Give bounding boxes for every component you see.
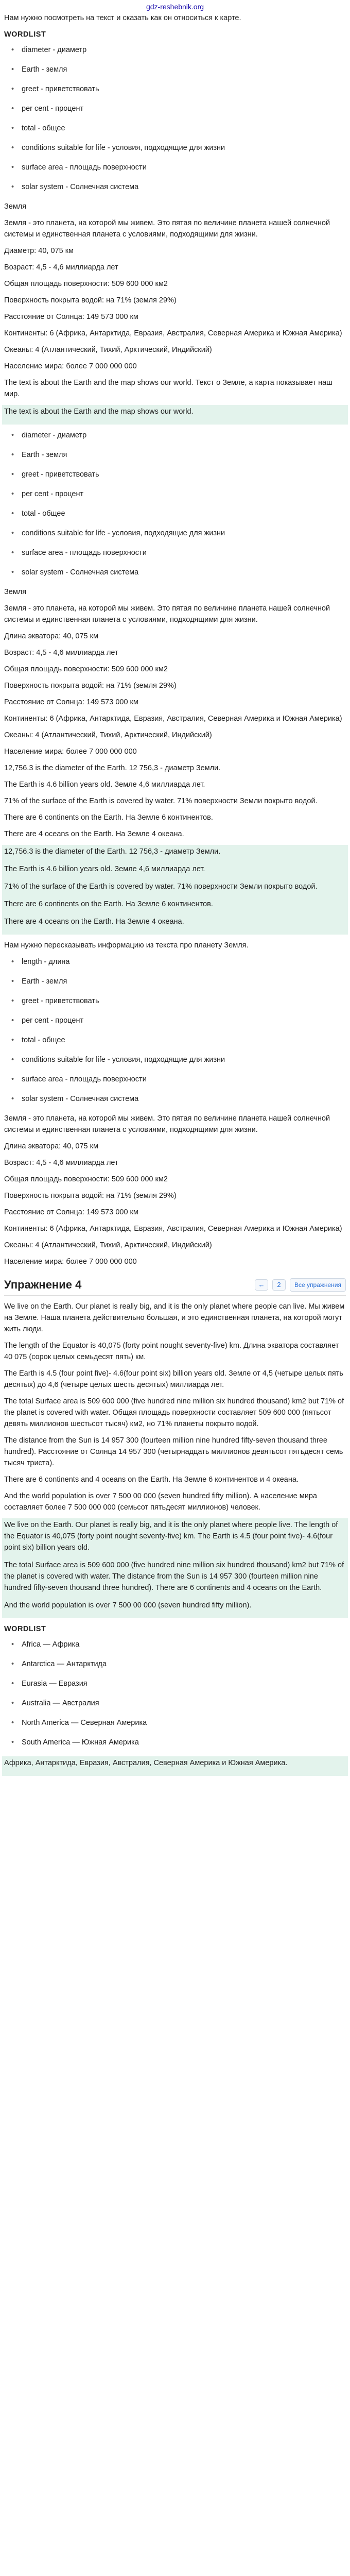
pair-line: There are 6 continents on the Earth. На Земле 6 континентов.	[4, 900, 213, 908]
list-item: • diameter - диаметр	[4, 430, 346, 441]
fact-line: Возраст: 4,5 - 4,6 миллиарда лет	[4, 263, 118, 272]
fact-line: Длина экватора: 40, 075 км	[4, 1142, 98, 1150]
ex4-paragraph: The Earth is 4.5 (four point five)- 4.6(four point six) billion years old. Земле от 4,5 (четыре целых пять десятых) до 4,6 (четыре целых шесть десятых) миллиарда лет.	[4, 1369, 343, 1389]
vocab-list-4	[4, 1639, 346, 1748]
fact-line: Население мира: более 7 000 000 000	[4, 362, 137, 370]
list-item: • conditions suitable for life - условия, подходящие для жизни	[4, 142, 346, 154]
fact-line: Земля	[4, 202, 27, 211]
list-item: • surface area - площадь поверхности	[4, 162, 346, 173]
list-item: • Antarctica — Антарктида	[4, 1658, 346, 1670]
fact-line: Население мира: более 7 000 000 000	[4, 748, 137, 756]
list-item: • per cent - процент	[4, 1015, 346, 1026]
fact-line: Океаны: 4 (Атлантический, Тихий, Арктический, Индийский)	[4, 1241, 212, 1249]
ex4-paragraph: The length of the Equator is 40,075 (forty point nought seventy-five) km. Длина экватора составляет 40 075 (сорок целых семьдесят пять) км.	[4, 1342, 339, 1361]
pair-line: 12,756.3 is the diameter of the Earth. 12 756,3 - диаметр Земли.	[4, 764, 221, 772]
fact-line: Континенты: 6 (Африка, Антарктида, Евразия, Австралия, Северная Америка и Южная Америка)	[4, 1225, 342, 1233]
intro-text: Нам нужно посмотреть на текст и сказать как он относиться к карте.	[4, 14, 241, 22]
fact-line: Общая площадь поверхности: 509 600 000 км2	[4, 1175, 168, 1183]
final-highlight-box	[2, 1756, 348, 1776]
fact-line: Длина экватора: 40, 075 км	[4, 632, 98, 640]
fact-line: Континенты: 6 (Африка, Антарктида, Евразия, Австралия, Северная Америка и Южная Америка)	[4, 329, 342, 337]
list-item: • Australia — Австралия	[4, 1698, 346, 1709]
fact-line: Поверхность покрыта водой: на 71% (земля 29%)	[4, 1192, 177, 1200]
answer-text: The text is about the Earth and the map shows our world. Текст о Земле, а карта показывает наш мир.	[4, 379, 332, 398]
retell-intro: Нам нужно пересказывать информацию из текста про планету Земля.	[4, 941, 249, 950]
pair-line: 12,756.3 is the diameter of the Earth. 12 756,3 - диаметр Земли.	[4, 848, 221, 856]
ex4-paragraph: And the world population is over 7 500 00 000 (seven hundred fifty million). А население мира составляет более 7 500 000 000 (семьсот пятьдесят миллионов) человек.	[4, 1492, 317, 1512]
ex4-highlight-box	[2, 1518, 348, 1618]
final-line: Африка, Антарктида, Евразия, Австралия, Северная Америка и Южная Америка.	[4, 1759, 288, 1767]
fact-line: Земля - это планета, на которой мы живем. Это пятая по величине планета нашей солнечной системы и единственная планета с условиями, подходящими для жизни.	[4, 604, 330, 624]
prev-exercise-button[interactable]: ←	[255, 1279, 268, 1291]
fact-line: Поверхность покрыта водой: на 71% (земля 29%)	[4, 296, 177, 304]
exercise-header	[4, 1276, 346, 1296]
pair-line: There are 4 oceans on the Earth. На Земле 4 океана.	[4, 918, 184, 926]
list-item: • per cent - процент	[4, 488, 346, 500]
next-exercise-button[interactable]: 2	[272, 1279, 286, 1291]
fact-line: Земля	[4, 588, 27, 596]
fact-line: Земля - это планета, на которой мы живем. Это пятая по величине планета нашей солнечной системы и единственная планета с условиями, подходящими для жизни.	[4, 219, 330, 239]
list-item: • surface area - площадь поверхности	[4, 1074, 346, 1085]
pairs-highlight-box	[2, 845, 348, 935]
fact-line: Общая площадь поверхности: 509 600 000 км2	[4, 665, 168, 673]
fact-line: Диаметр: 40, 075 км	[4, 247, 74, 255]
pair-line: 71% of the surface of the Earth is covered by water. 71% поверхности Земли покрыто водой.	[4, 883, 318, 891]
list-item: • greet - приветствовать	[4, 83, 346, 95]
vocab-list-2	[4, 430, 346, 578]
list-item: • per cent - процент	[4, 103, 346, 114]
pair-line: 71% of the surface of the Earth is covered by water. 71% поверхности Земли покрыто водой.	[4, 797, 318, 805]
fact-line: Возраст: 4,5 - 4,6 миллиарда лет	[4, 649, 118, 657]
pair-line: The Earth is 4.6 billion years old. Земле 4,6 миллиарда лет.	[4, 781, 205, 789]
ex4-paragraph: There are 6 continents and 4 oceans on the Earth. На Земле 6 континентов и 4 океана.	[4, 1476, 299, 1484]
fact-line: Континенты: 6 (Африка, Антарктида, Евразия, Австралия, Северная Америка и Южная Америка)	[4, 715, 342, 723]
list-item: • total - общее	[4, 123, 346, 134]
pair-line: There are 4 oceans on the Earth. На Земле 4 океана.	[4, 830, 184, 838]
fact-line: Население мира: более 7 000 000 000	[4, 1258, 137, 1266]
wordlist-heading-2: WORDLIST	[4, 1625, 46, 1633]
list-item: • total - общее	[4, 508, 346, 519]
pair-line: The Earth is 4.6 billion years old. Земле 4,6 миллиарда лет.	[4, 865, 205, 873]
list-item: • North America — Северная Америка	[4, 1717, 346, 1728]
pair-line: There are 6 continents on the Earth. На Земле 6 континентов.	[4, 814, 213, 822]
list-item: • greet - приветствовать	[4, 469, 346, 480]
list-item: • Earth - земля	[4, 976, 346, 987]
wordlist-heading: WORDLIST	[4, 30, 46, 39]
answer-highlight-box	[2, 405, 348, 425]
list-item: • Earth - земля	[4, 449, 346, 461]
list-item: • solar system - Солнечная система	[4, 567, 346, 578]
answer-highlight: The text is about the Earth and the map shows our world.	[4, 408, 194, 416]
list-item: • greet - приветствовать	[4, 995, 346, 1007]
vocab-list	[4, 44, 346, 193]
fact-line: Расстояние от Солнца: 149 573 000 км	[4, 1208, 138, 1216]
fact-line: Поверхность покрыта водой: на 71% (земля 29%)	[4, 682, 177, 690]
fact-line: Возраст: 4,5 - 4,6 миллиарда лет	[4, 1159, 118, 1167]
list-item: • conditions suitable for life - условия, подходящие для жизни	[4, 1054, 346, 1065]
vocab-list-3	[4, 956, 346, 1105]
list-item: • solar system - Солнечная система	[4, 181, 346, 193]
fact-line: Океаны: 4 (Атлантический, Тихий, Арктический, Индийский)	[4, 346, 212, 354]
list-item: • surface area - площадь поверхности	[4, 547, 346, 558]
list-item: • solar system - Солнечная система	[4, 1093, 346, 1105]
ex4-paragraph: We live on the Earth. Our planet is really big, and it is the only planet where people can live. Мы живем на Земле. Наша планета действительно большая, и это единственная планета, на которой могут жить люди.	[4, 1302, 345, 1333]
list-item: • South America — Южная Америка	[4, 1737, 346, 1748]
all-exercises-button[interactable]: Все упражнения	[290, 1278, 346, 1292]
site-top-link[interactable]	[4, 2, 346, 11]
ex4-highlight-paragraph: The total Surface area is 509 600 000 (five hundred nine million six hundred thousand) km2 but 71% of the planet is covered with water. The distance from the Sun is 14 957 300 (fourteen million nine hundred fifty-seven thousand three hundred). There are 6 continents and 4 oceans on the Earth.	[4, 1561, 344, 1592]
fact-line: Общая площадь поверхности: 509 600 000 км2	[4, 280, 168, 288]
list-item: • diameter - диаметр	[4, 44, 346, 56]
fact-line: Земля - это планета, на которой мы живем. Это пятая по величине планета нашей солнечной системы и единственная планета с условиями, подходящими для жизни.	[4, 1114, 330, 1134]
ex4-highlight-paragraph: We live on the Earth. Our planet is really big, and it is the only planet where people live. The length of the Equator is 40,075 (forty point nought seventy-five) km. The Earth is 4.5 (four point five)- 4.6(four point six) billion years old.	[4, 1521, 338, 1552]
site-link[interactable]: gdz-reshebnik.org	[146, 3, 204, 11]
fact-line: Океаны: 4 (Атлантический, Тихий, Арктический, Индийский)	[4, 731, 212, 739]
list-item: • Eurasia — Евразия	[4, 1678, 346, 1689]
ex4-highlight-paragraph: And the world population is over 7 500 00 000 (seven hundred fifty million).	[4, 1601, 252, 1609]
exercise-title: Упражнение 4	[4, 1278, 82, 1291]
list-item: • total - общее	[4, 1035, 346, 1046]
fact-line: Расстояние от Солнца: 149 573 000 км	[4, 698, 138, 706]
fact-line: Расстояние от Солнца: 149 573 000 км	[4, 313, 138, 321]
list-item: • Africa — Африка	[4, 1639, 346, 1650]
ex4-paragraph: The distance from the Sun is 14 957 300 (fourteen million nine hundred fifty-seven thousand three hundred). Расстояние от Солнца 14 957 300 (четырнадцать миллионов девятьсот пятьдесят семь тысяч триста).	[4, 1436, 343, 1467]
list-item: • length - длина	[4, 956, 346, 968]
list-item: • conditions suitable for life - условия, подходящие для жизни	[4, 528, 346, 539]
list-item: • Earth - земля	[4, 64, 346, 75]
ex4-paragraph: The total Surface area is 509 600 000 (five hundred nine million six hundred thousand) km2 but 71% of the planet is covered with water. Общая площадь поверхности составляет 509 600 000 (пятьсот девять миллионов шестьсот тысяч) км2, но 71% планеты покрыто водой.	[4, 1397, 344, 1428]
exercise-nav	[255, 1278, 346, 1292]
